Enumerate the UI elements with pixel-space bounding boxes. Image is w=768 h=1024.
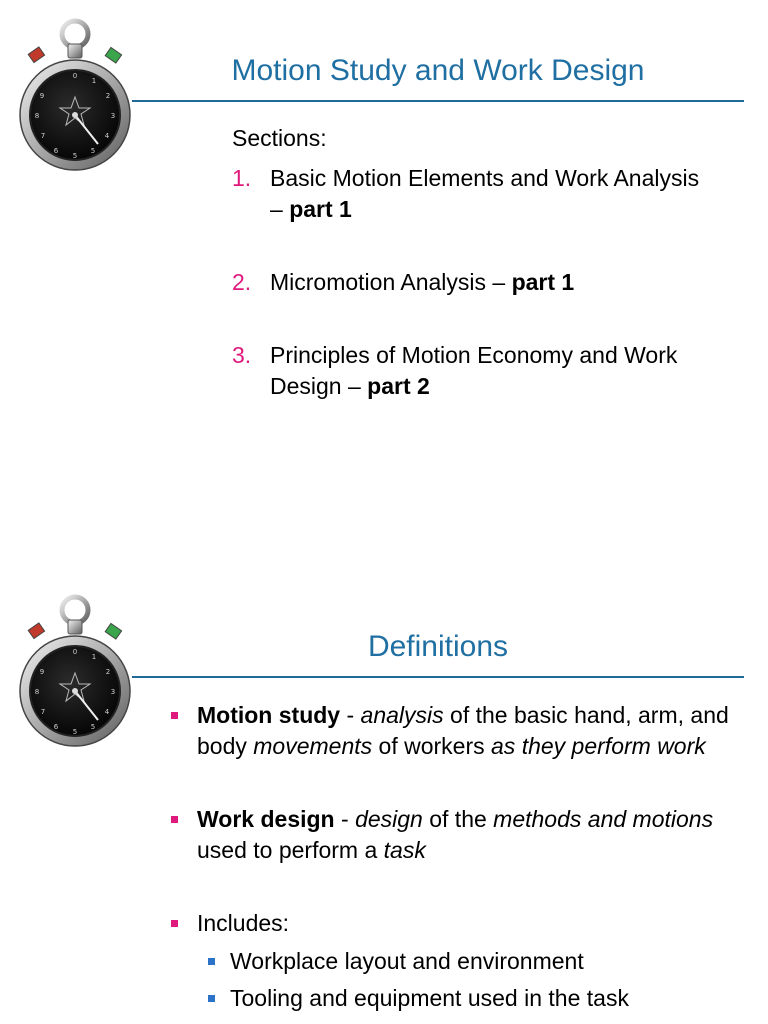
text: of the basic hand, arm, and body — [197, 702, 729, 759]
separator: - — [334, 806, 356, 832]
sections-heading: Sections: — [232, 125, 327, 151]
text: Tooling and equipment used in the task — [230, 985, 629, 1011]
sub-bullet-item — [170, 983, 730, 1014]
section-part: part 1 — [289, 196, 352, 222]
section-item — [232, 340, 702, 402]
term: Motion study — [197, 702, 341, 728]
stopwatch-icon — [18, 18, 133, 178]
bullet-square-icon — [171, 920, 178, 927]
slide-title: Motion Study and Work Design — [231, 54, 645, 87]
bullet-square-icon — [171, 712, 178, 719]
bullet-item — [170, 804, 730, 866]
slide-title: Definitions — [367, 630, 509, 663]
emphasis: methods and motions — [493, 806, 714, 832]
sub-bullet-square-icon — [208, 995, 215, 1002]
slide-definitions — [0, 580, 768, 1024]
text: Includes: — [197, 910, 290, 936]
section-item — [232, 163, 702, 225]
section-number: 3. — [232, 342, 252, 368]
section-text: Basic Motion Elements and Work Analysis – — [270, 165, 700, 222]
section-number: 1. — [232, 165, 252, 191]
sub-bullet-square-icon — [208, 958, 215, 965]
section-text: Principles of Motion Economy and Work Design – — [270, 342, 678, 399]
bullet-item — [170, 700, 730, 762]
sub-bullet-item — [170, 946, 730, 977]
emphasis: design — [355, 806, 423, 832]
section-text: Micromotion Analysis – — [270, 269, 512, 295]
section-part: part 1 — [511, 269, 575, 295]
separator: - — [340, 702, 361, 728]
text: used to perform a — [197, 837, 384, 863]
stopwatch-icon — [18, 594, 133, 754]
emphasis: movements — [253, 733, 373, 759]
term: Work design — [197, 806, 335, 832]
section-part: part 2 — [367, 373, 430, 399]
section-item — [232, 267, 702, 298]
bullet-item — [170, 908, 730, 939]
title-divider — [132, 676, 744, 678]
bullet-square-icon — [171, 816, 178, 823]
text: of workers — [372, 733, 492, 759]
emphasis: as they perform work — [491, 733, 706, 759]
emphasis: task — [383, 837, 426, 863]
text: of the — [422, 806, 494, 832]
emphasis: analysis — [360, 702, 444, 728]
definitions-list — [170, 700, 730, 1014]
section-number: 2. — [232, 269, 252, 295]
text: Workplace layout and environment — [230, 948, 584, 974]
title-divider — [132, 100, 744, 102]
